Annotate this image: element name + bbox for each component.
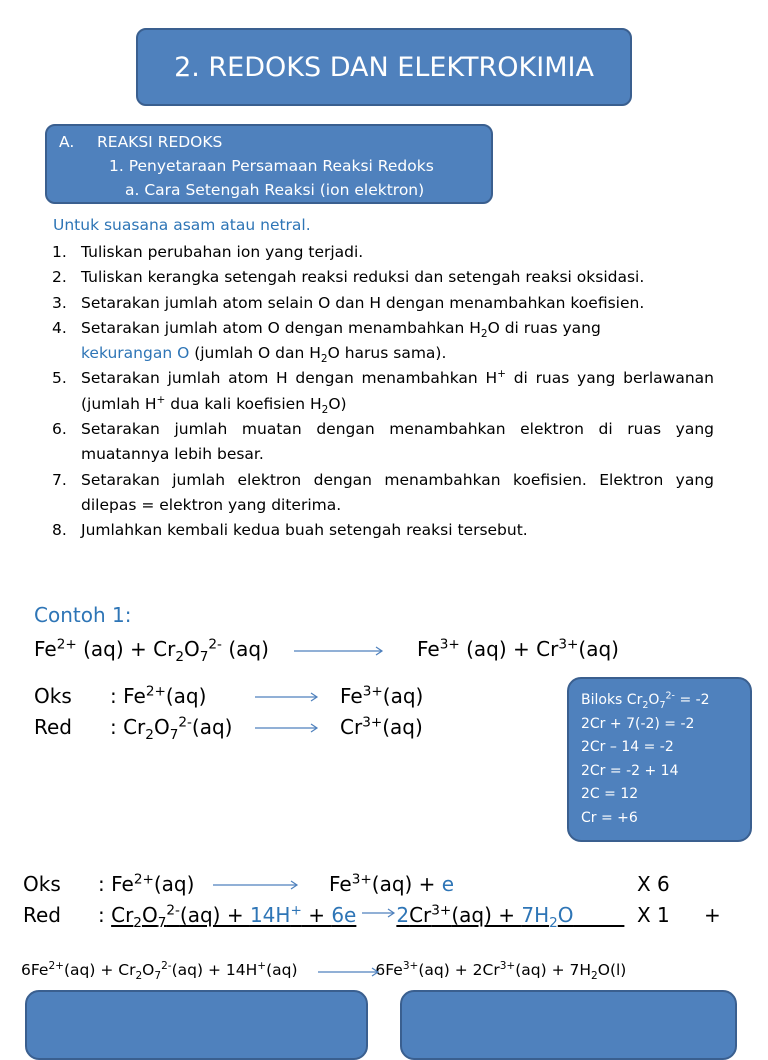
page-title: 2. REDOKS DAN ELEKTROKIMIA: [136, 28, 632, 106]
sum-plus: +: [704, 903, 721, 927]
oks-left: : $Fe^{2+}(aq)$: [110, 683, 207, 708]
oks-half-left: : $Fe^{2+}(aq)$: [98, 871, 195, 896]
list-item: 6. Setarakan jumlah muatan dengan menambahkan elektron di ruas yang muatannya lebih besar.: [52, 420, 714, 464]
oks-label: Oks: [34, 684, 72, 708]
list-item: 2. Tuliskan kerangka setengah reaksi reduksi dan setengah reaksi oksidasi.: [52, 268, 645, 287]
oks-right: $Fe^{3+}(aq)$: [340, 683, 424, 708]
red-left: : $Cr_2O_7^{2-}(aq)$: [110, 714, 233, 743]
bottom-right-box: [400, 990, 737, 1060]
multiplier-6: X 6: [637, 872, 670, 896]
equation-right: $Fe^{3+}$ $(aq) + Cr^{3+}(aq)$: [417, 636, 619, 661]
section-number: A.: [59, 133, 75, 151]
oks-label-2: Oks: [23, 872, 61, 896]
equation-left: $Fe^{2+}$ $(aq) + Cr_2O_7^{2-}$ (aq): [34, 636, 269, 665]
section-heading: REAKSI REDOKS: [97, 133, 223, 151]
result-equation: $6Fe^{2+}(aq) + Cr_2O_7^{2-}(aq) + 14H^+(aq) 6Fe^{3+}(aq) + 2Cr^{3+}(aq) + 7H_2O(l)$: [21, 959, 627, 983]
biloks-line: 2C = 12: [581, 786, 639, 802]
subsection-heading: 1. Penyetaraan Persamaan Reaksi Redoks: [109, 157, 434, 175]
biloks-head: Biloks $Cr_2O_7^{2-} = -2$: [581, 690, 710, 711]
steps-list: [52, 240, 714, 544]
biloks-line: 2Cr + 7(-2) = -2: [581, 715, 695, 732]
oxidation-number-box: [567, 677, 752, 842]
red-half: : $Cr_2O_7^{2-}(aq) + 14H^+ + 6e$ $2Cr^{3+}(aq) + 7H_2O$: [98, 902, 574, 931]
intro-text: Untuk suasana asam atau netral.: [53, 216, 311, 234]
bottom-left-box: [25, 990, 368, 1060]
biloks-line: 2Cr = -2 + 14: [581, 762, 679, 779]
arrow-icon: [255, 723, 321, 733]
red-label: Red: [34, 715, 72, 739]
red-right: $Cr^{3+}(aq)$: [340, 714, 423, 739]
method-heading: a. Cara Setengah Reaksi (ion elektron): [125, 181, 425, 199]
section-heading-box: [45, 124, 493, 204]
biloks-line: 2Cr – 14 = -2: [581, 739, 674, 755]
example-title: Contoh 1:: [34, 603, 132, 627]
oks-half-right: $Fe^{3+}(aq) + e$: [329, 871, 455, 896]
list-item: 8. Jumlahkan kembali kedua buah setengah reaksi tersebut.: [52, 521, 528, 540]
arrow-icon: [318, 967, 382, 977]
list-item: 3. Setarakan jumlah atom selain O dan H dengan menambahkan koefisien.: [52, 293, 645, 312]
red-label-2: Red: [23, 903, 61, 927]
multiplier-1: X 1: [637, 903, 670, 927]
arrow-icon: [213, 880, 301, 890]
arrow-icon: [362, 908, 398, 918]
biloks-line: Cr = +6: [581, 809, 638, 826]
list-item: 4. Setarakan jumlah atom O dengan menambahkan $H_2O$ di ruas yang kekurangan O (jumlah O dan $H_2O$ harus sama).: [52, 318, 601, 366]
list-item: 1. Tuliskan perubahan ion yang terjadi.: [52, 243, 364, 261]
arrow-icon: [294, 646, 386, 656]
list-item: 7. Setarakan jumlah elektron dengan menambahkan koefisien. Elektron yang dilepas = elektron yang diterima.: [52, 470, 714, 514]
arrow-icon: [255, 692, 321, 702]
list-item: 5. Setarakan jumlah atom H dengan menambahkan H+ di ruas yang berlawanan (jumlah H+ dua kali koefisien $H_2O$): [52, 368, 714, 416]
